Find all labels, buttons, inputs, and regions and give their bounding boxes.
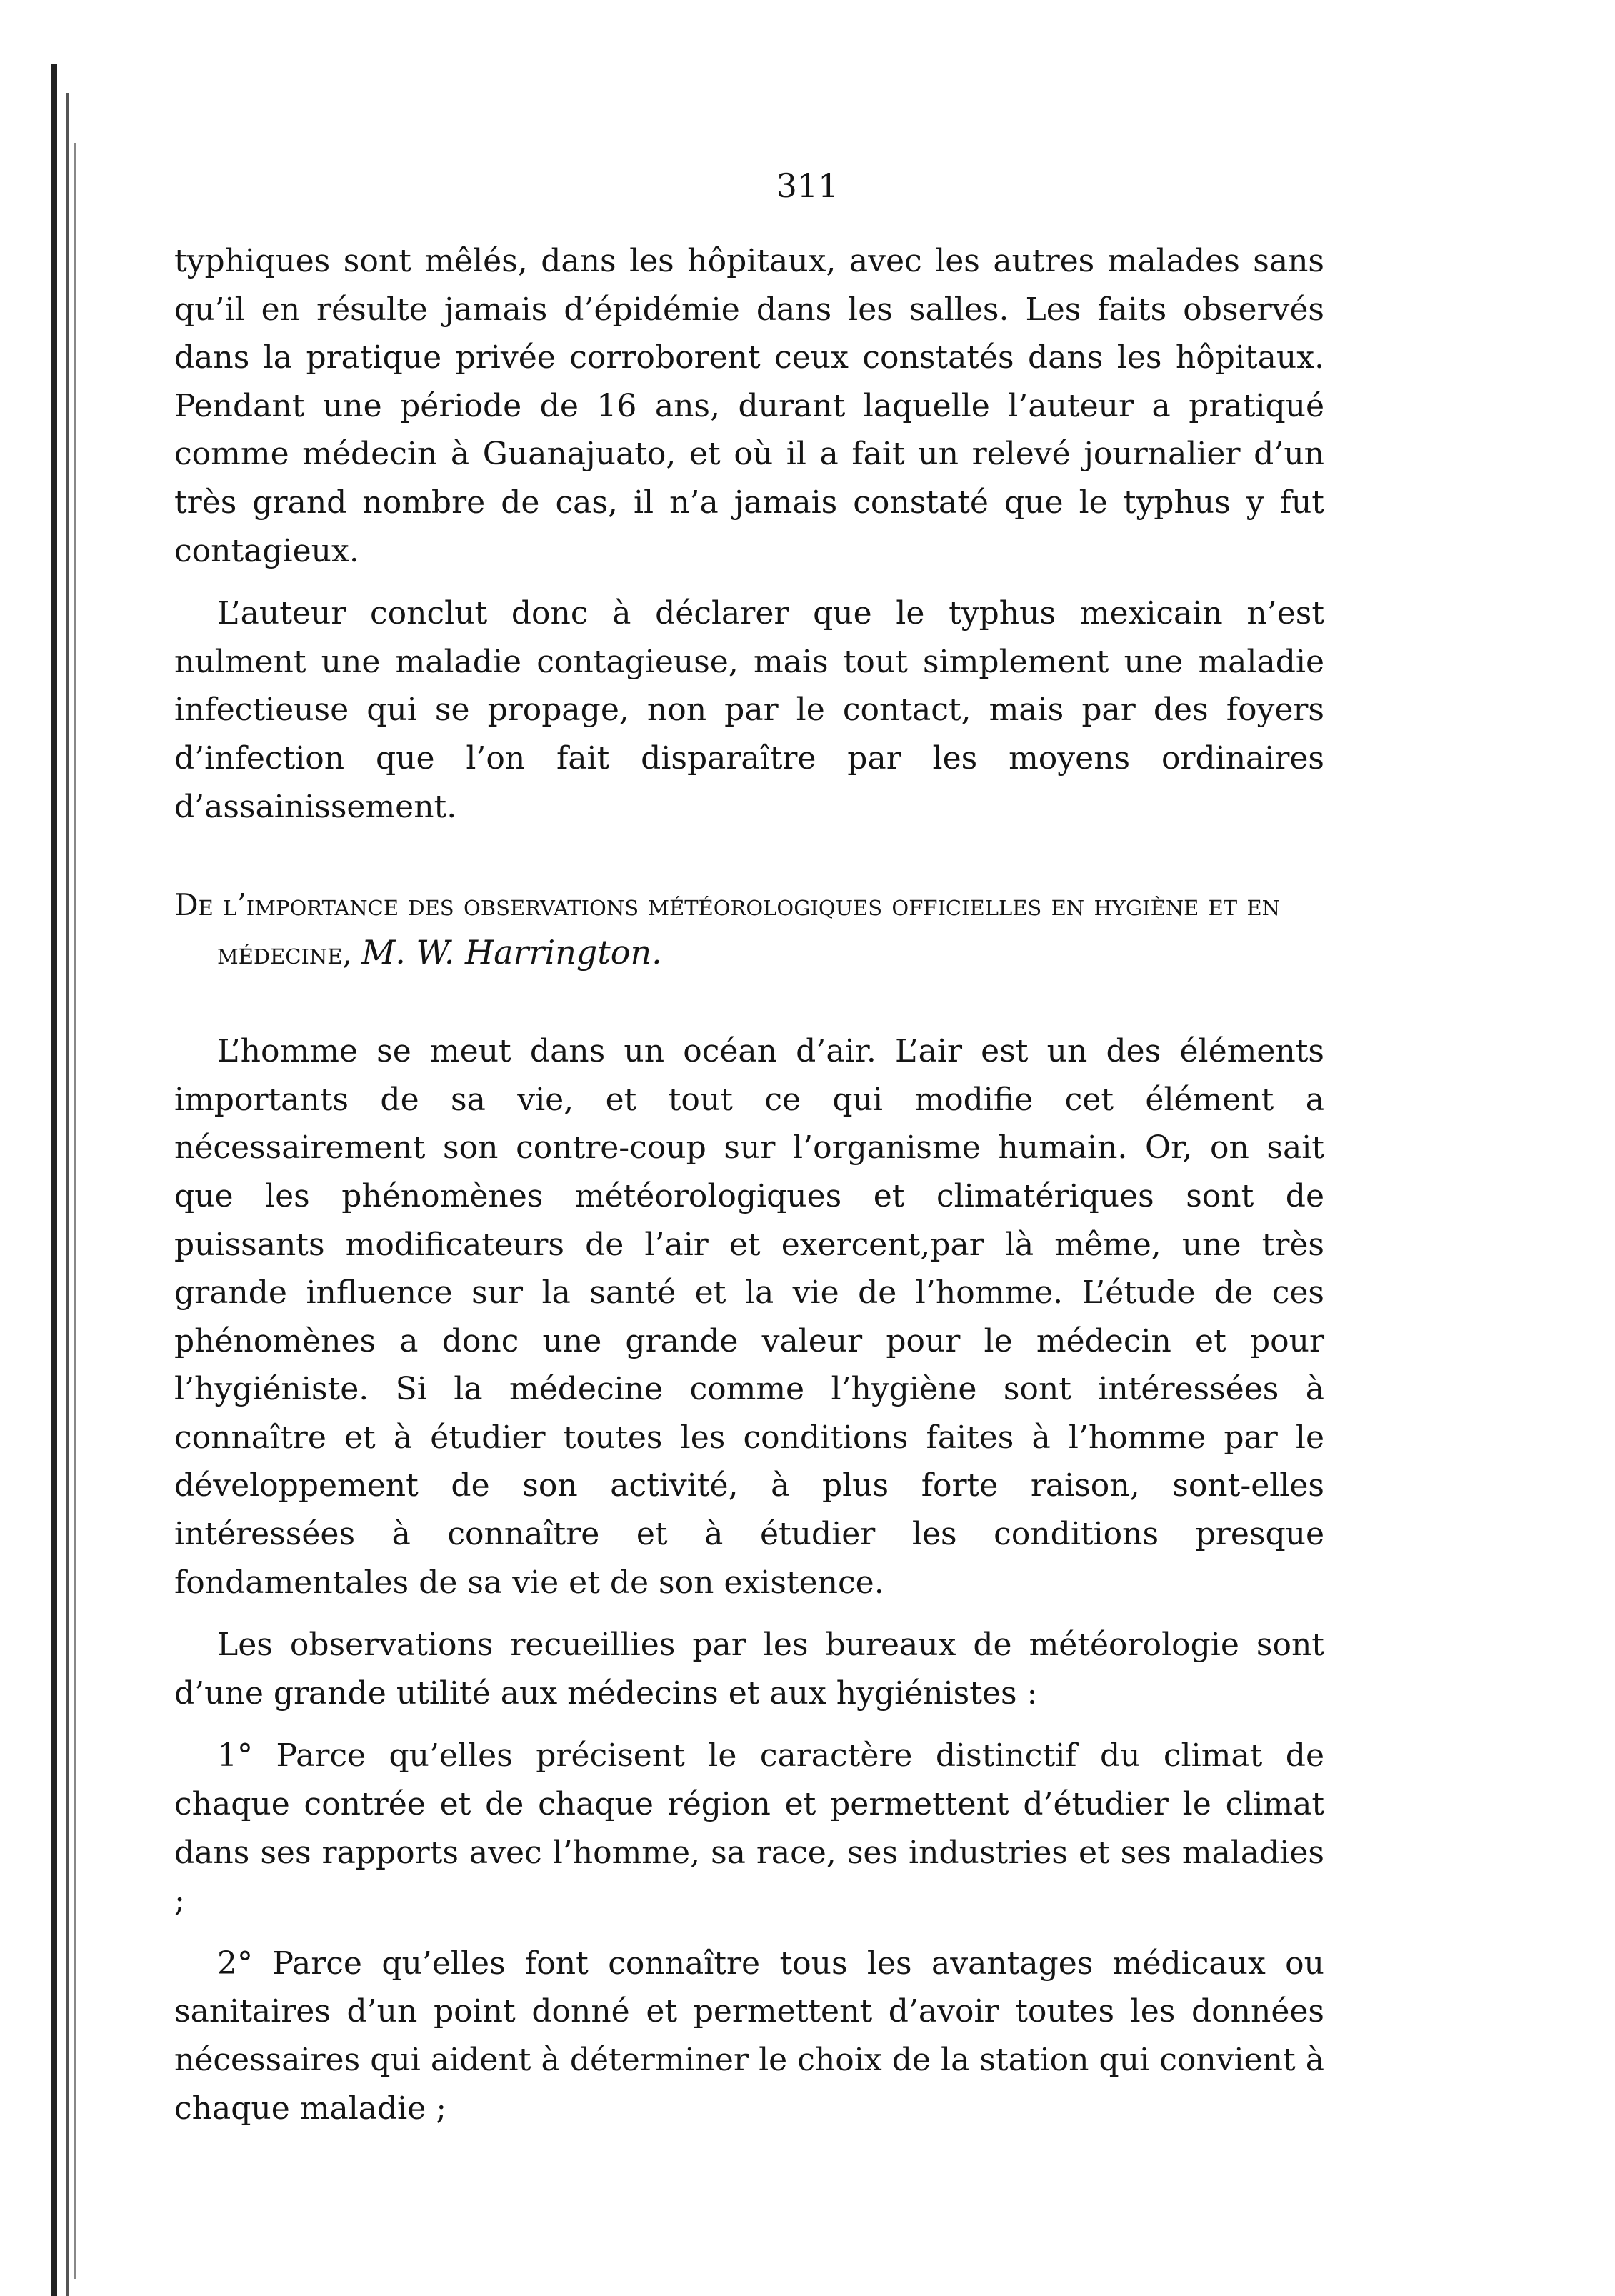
page-text: [174, 237, 1324, 2132]
binding-edge-shadow-inner: [66, 93, 69, 2296]
page-number: 311: [776, 166, 839, 205]
section-author: M. W. Harrington.: [361, 933, 662, 972]
paragraph-continuation: typhiques sont mêlés, dans les hôpitaux, avec les autres malades sans qu’il en résulte jamais d’épidémie dans les salles. Les faits observés dans la pratique privée corroborent ceux constatés dans les hôpitaux. Pendant une période de 16 ans, durant laquelle l’auteur a pratiqué comme médecin à Guanajuato, et où il a fait un relevé journalier d’un très grand nombre de cas, il n’a jamais constaté que le typhus y fut contagieux.: [174, 243, 1324, 569]
paragraph-point-2: 2° Parce qu’elles font connaître tous les avantages médicaux ou sanitaires d’un point donné et permettent d’avoir toutes les données nécessaires qui aident à déterminer le choix de la station qui convient à chaque maladie ;: [174, 1945, 1324, 2127]
binding-edge-shadow-faint: [74, 143, 76, 2279]
paragraph-point-1: 1° Parce qu’elles précisent le caractère distinctif du climat de chaque contrée et de chaque région et permettent d’étudier le climat dans ses rapports avec l’homme, sa race, ses industries et ses maladies ;: [174, 1737, 1324, 1920]
section-title: De l’importance des observations météorologiques officielles en hygiène et en médecine,: [174, 887, 1281, 972]
binding-edge-shadow: [51, 64, 57, 2296]
paragraph-observations: Les observations recueillies par les bureaux de météorologie sont d’une grande utilité aux médecins et aux hygiénistes :: [174, 1627, 1324, 1712]
paragraph-intro: L’homme se meut dans un océan d’air. L’air est un des éléments importants de sa vie, et tout ce qui modifie cet élément a nécessairement son contre-coup sur l’organisme humain. Or, on sait que les phénomènes météorologiques et climatériques sont de puissants modificateurs de l’air et exercent,par là même, une très grande influence sur la santé et la vie de l’homme. L’étude de ces phénomènes a donc une grande valeur pour le médecin et pour l’hygiéniste. Si la médecine comme l’hygiène sont intéressées à connaître et à étudier toutes les conditions faites à l’homme par le développement de son activité, à plus forte raison, sont-elles intéressées à connaître et à étudier les conditions presque fondamentales de sa vie et de son existence.: [174, 1033, 1324, 1601]
section-heading: [174, 881, 1324, 977]
paragraph-conclusion: L’auteur conclut donc à déclarer que le typhus mexicain n’est nulment une maladie contagieuse, mais tout simplement une maladie infectieuse qui se propage, non par le contact, mais par des foyers d’infection que l’on fait disparaître par les moyens ordinaires d’assainissement.: [174, 595, 1324, 825]
